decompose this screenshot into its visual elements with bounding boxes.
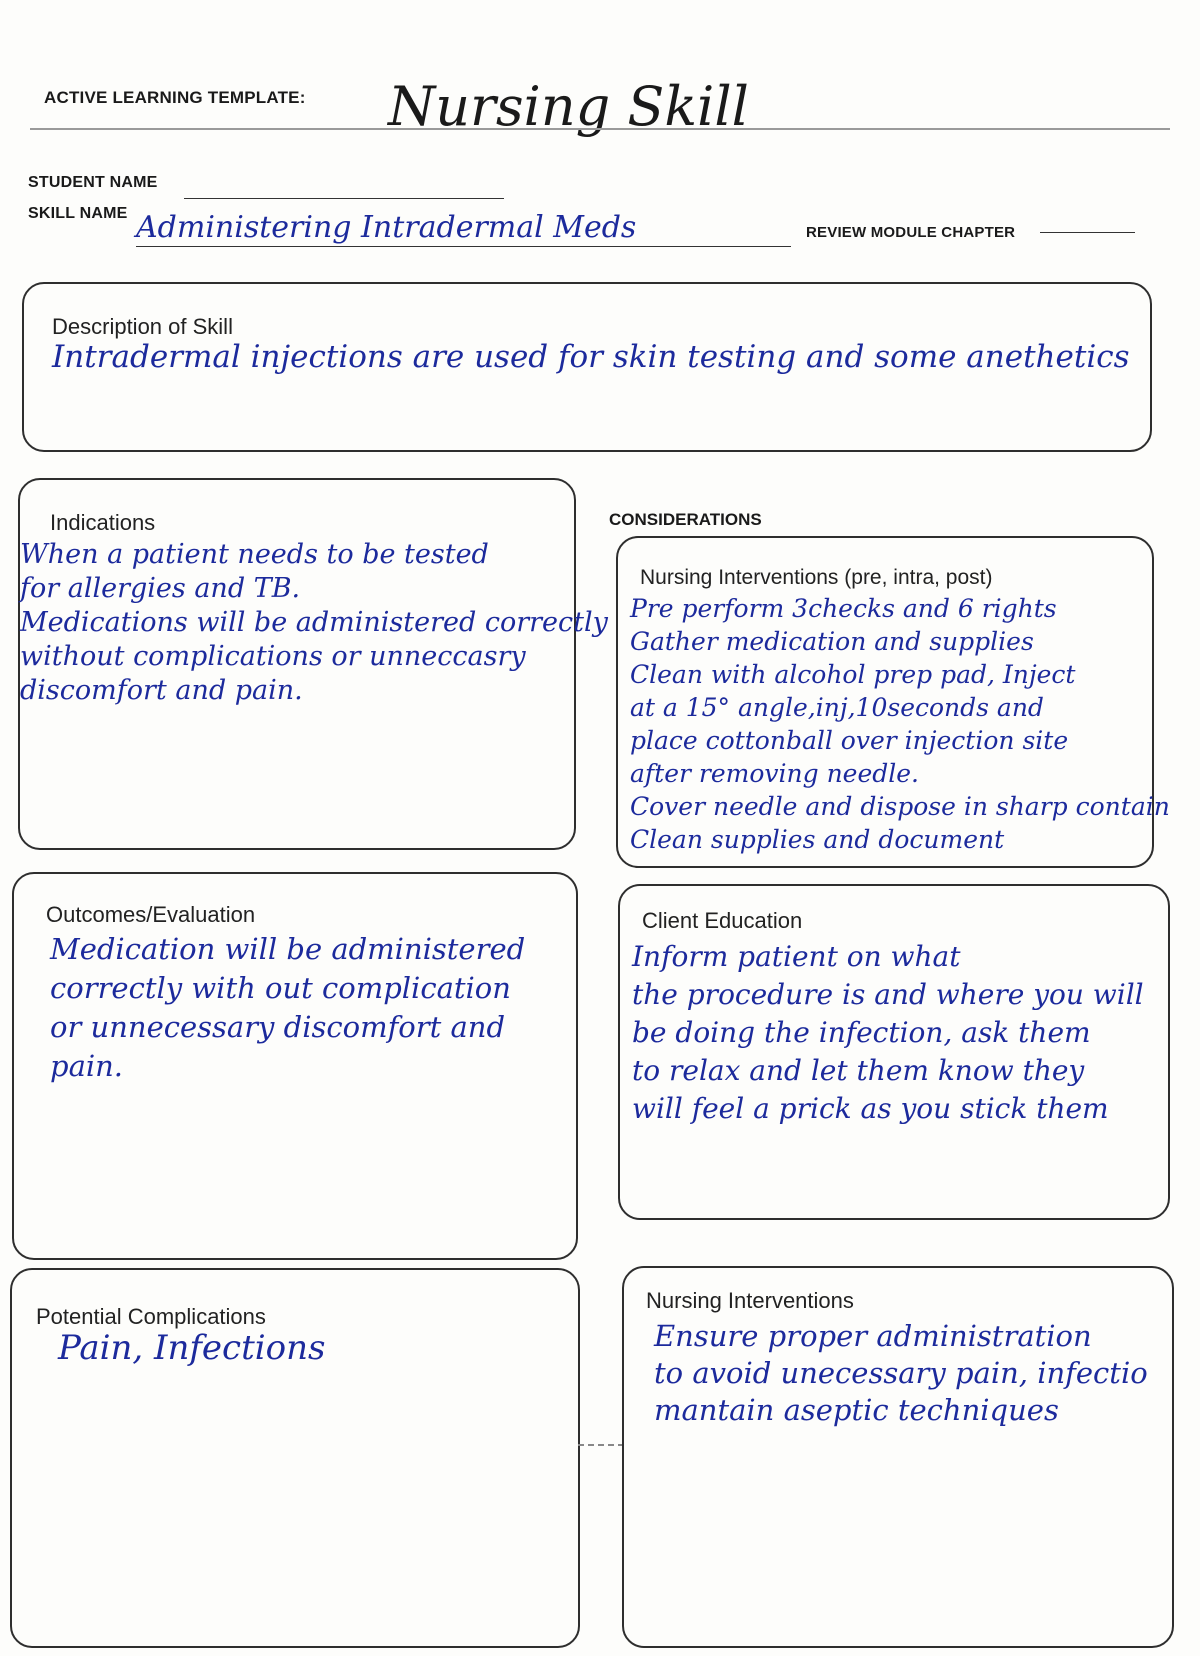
nursing-interventions-pip-box [616,536,1170,868]
nursing-interventions-pip-text[interactable]: Pre perform 3checks and 6 rights Gather medication and supplies Clean with alcohol prep pad, Inject at a 15° angle,inj,10seconds and place cottonball over injection site after removing needle. Cover needle and dispose in sharp contain Clean supplies and document [630,594,1170,854]
potential-complications-title: Potential Complications [36,1304,266,1329]
considerations-label: CONSIDERATIONS [609,510,762,529]
nursing-interventions-text[interactable]: Ensure proper administration to avoid unecessary pain, infectio mantain aseptic techniques [654,1319,1148,1427]
header-divider [30,128,1170,130]
skill-name-field[interactable]: Administering Intradermal Meds [136,210,637,245]
client-education-title: Client Education [642,908,803,933]
description-box [22,282,1152,452]
outcomes-text[interactable]: Medication will be administered correctly with out complication or unnecessary discomfort and pain. [50,932,526,1083]
potential-complications-box [10,1268,580,1648]
nursing-interventions-box [622,1266,1174,1648]
nursing-interventions-title: Nursing Interventions [646,1288,854,1313]
student-name-line [184,198,504,199]
indications-box [18,478,608,850]
nursing-interventions-pip-title: Nursing Interventions (pre, intra, post) [640,566,993,589]
description-title: Description of Skill [52,314,233,339]
outcomes-title: Outcomes/Evaluation [46,902,256,927]
review-module-line [1040,232,1135,233]
indications-title: Indications [50,510,156,535]
client-education-box [618,884,1170,1220]
student-name-label: STUDENT NAME [28,174,158,191]
template-title: Nursing Skill [388,75,749,138]
client-education-text[interactable]: Inform patient on what the procedure is and where you will be doing the infection, ask them to relax and let them know they will feel a prick as you stick them [632,940,1144,1125]
potential-complications-text[interactable]: Pain, Infections [58,1328,326,1368]
indications-text[interactable]: When a patient needs to be tested for allergies and TB. Medications will be administered correctly without complications or unneccasry discomfort and pain. [20,539,608,706]
outcomes-box [12,872,578,1260]
skill-name-label: SKILL NAME [28,205,128,222]
skill-name-line [136,246,791,247]
box-connector [578,1444,624,1446]
review-module-label: REVIEW MODULE CHAPTER [806,224,1016,241]
description-text[interactable]: Intradermal injections are used for skin testing and some anethetics [52,339,1130,375]
template-label: ACTIVE LEARNING TEMPLATE: [44,88,306,107]
